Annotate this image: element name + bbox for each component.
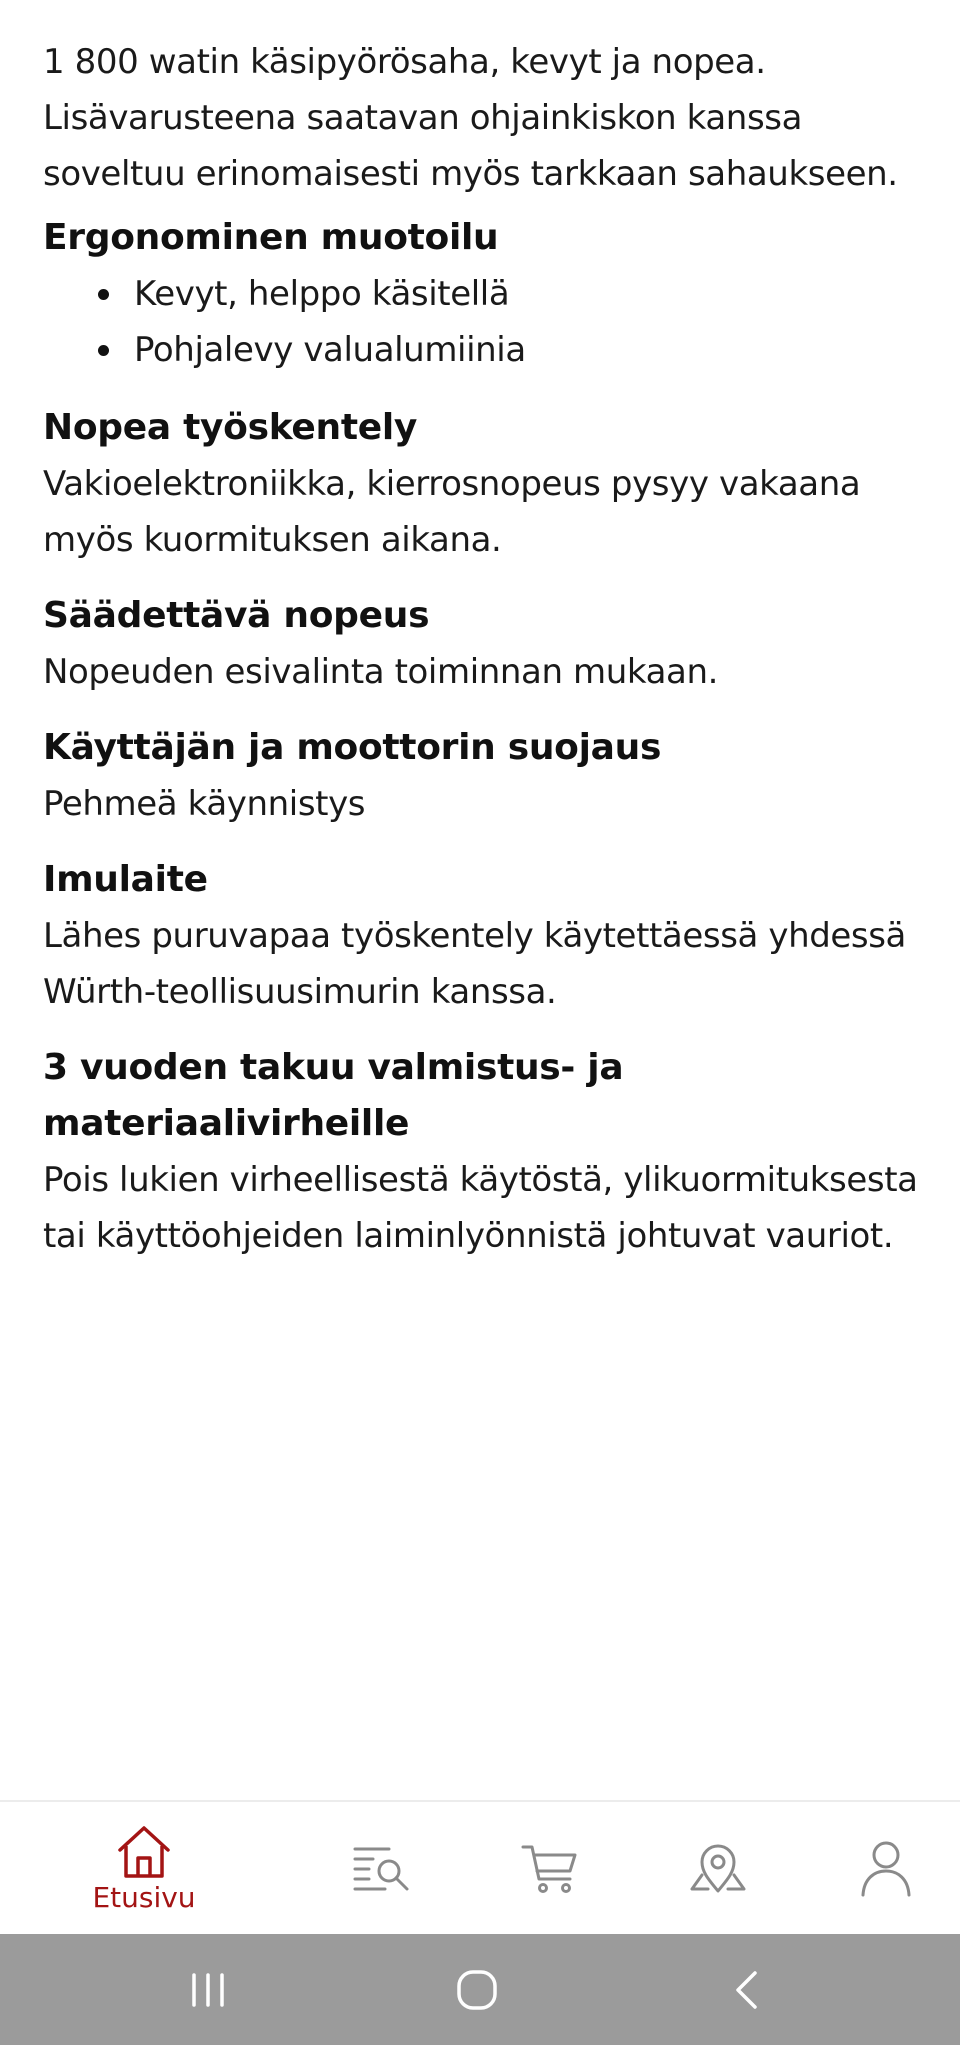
section-warranty [43,1040,923,1264]
system-home-button[interactable] [417,1934,537,2045]
system-navigation-bar [0,1934,960,2045]
user-icon [858,1839,914,1899]
recent-apps-button[interactable] [148,1934,268,2045]
nav-item-account[interactable] [821,1802,951,1936]
cart-icon [520,1841,580,1897]
nav-item-home[interactable] [79,1802,209,1936]
section-protection [43,720,923,832]
location-pin-icon [688,1841,748,1897]
section-text-fast: Vakioelektroniikka, kierrosnopeus pysyy vakaana myös kuormituksen aikana. [43,464,861,560]
bullet-dot [98,289,109,300]
nav-item-catalog-search[interactable] [316,1802,446,1936]
list-item [98,266,923,322]
section-title-extraction: Imulaite [43,859,208,900]
section-title-ergonomic: Ergonominen muotoilu [43,217,499,258]
back-button[interactable] [686,1934,806,2045]
home-circle-icon [456,1969,498,2011]
list-item-text: Kevyt, helppo käsitellä [134,274,510,314]
product-description [43,34,923,1284]
section-text-protection: Pehmeä käynnistys [43,784,366,824]
bottom-navigation [0,1800,960,1934]
catalog-search-icon [351,1843,411,1895]
home-icon [116,1824,172,1880]
intro-text: 1 800 watin käsipyörösaha, kevyt ja nopea. Lisävarusteena saatavan ohjainkiskon kanssa soveltuu erinomaisesti myös tarkkaan sahaukseen. [43,42,898,194]
nav-item-cart[interactable] [485,1802,615,1936]
section-title-fast: Nopea työskentely [43,407,418,448]
section-text-warranty: Pois lukien virheellisestä käytöstä, ylikuormituksesta tai käyttöohjeiden laiminlyönnistä johtuvat vauriot. [43,1160,918,1256]
list-item [98,322,923,378]
nav-label-home: Etusivu [92,1881,196,1914]
section-title-protection: Käyttäjän ja moottorin suojaus [43,727,662,768]
section-speed [43,588,923,700]
bullet-dot [98,345,109,356]
nav-item-locations[interactable] [653,1802,783,1936]
ergonomic-bullet-list [43,266,923,378]
section-extraction [43,852,923,1020]
section-title-warranty: 3 vuoden takuu valmistus- ja materiaalivirheille [43,1047,624,1144]
back-icon [731,1969,761,2011]
section-fast [43,400,923,568]
recent-apps-icon [188,1972,228,2008]
list-item-text: Pohjalevy valualumiinia [134,330,526,370]
section-title-speed: Säädettävä nopeus [43,595,430,636]
section-text-extraction: Lähes puruvapaa työskentely käytettäessä yhdessä Würth-teollisuusimurin kanssa. [43,916,906,1012]
section-text-speed: Nopeuden esivalinta toiminnan mukaan. [43,652,719,692]
